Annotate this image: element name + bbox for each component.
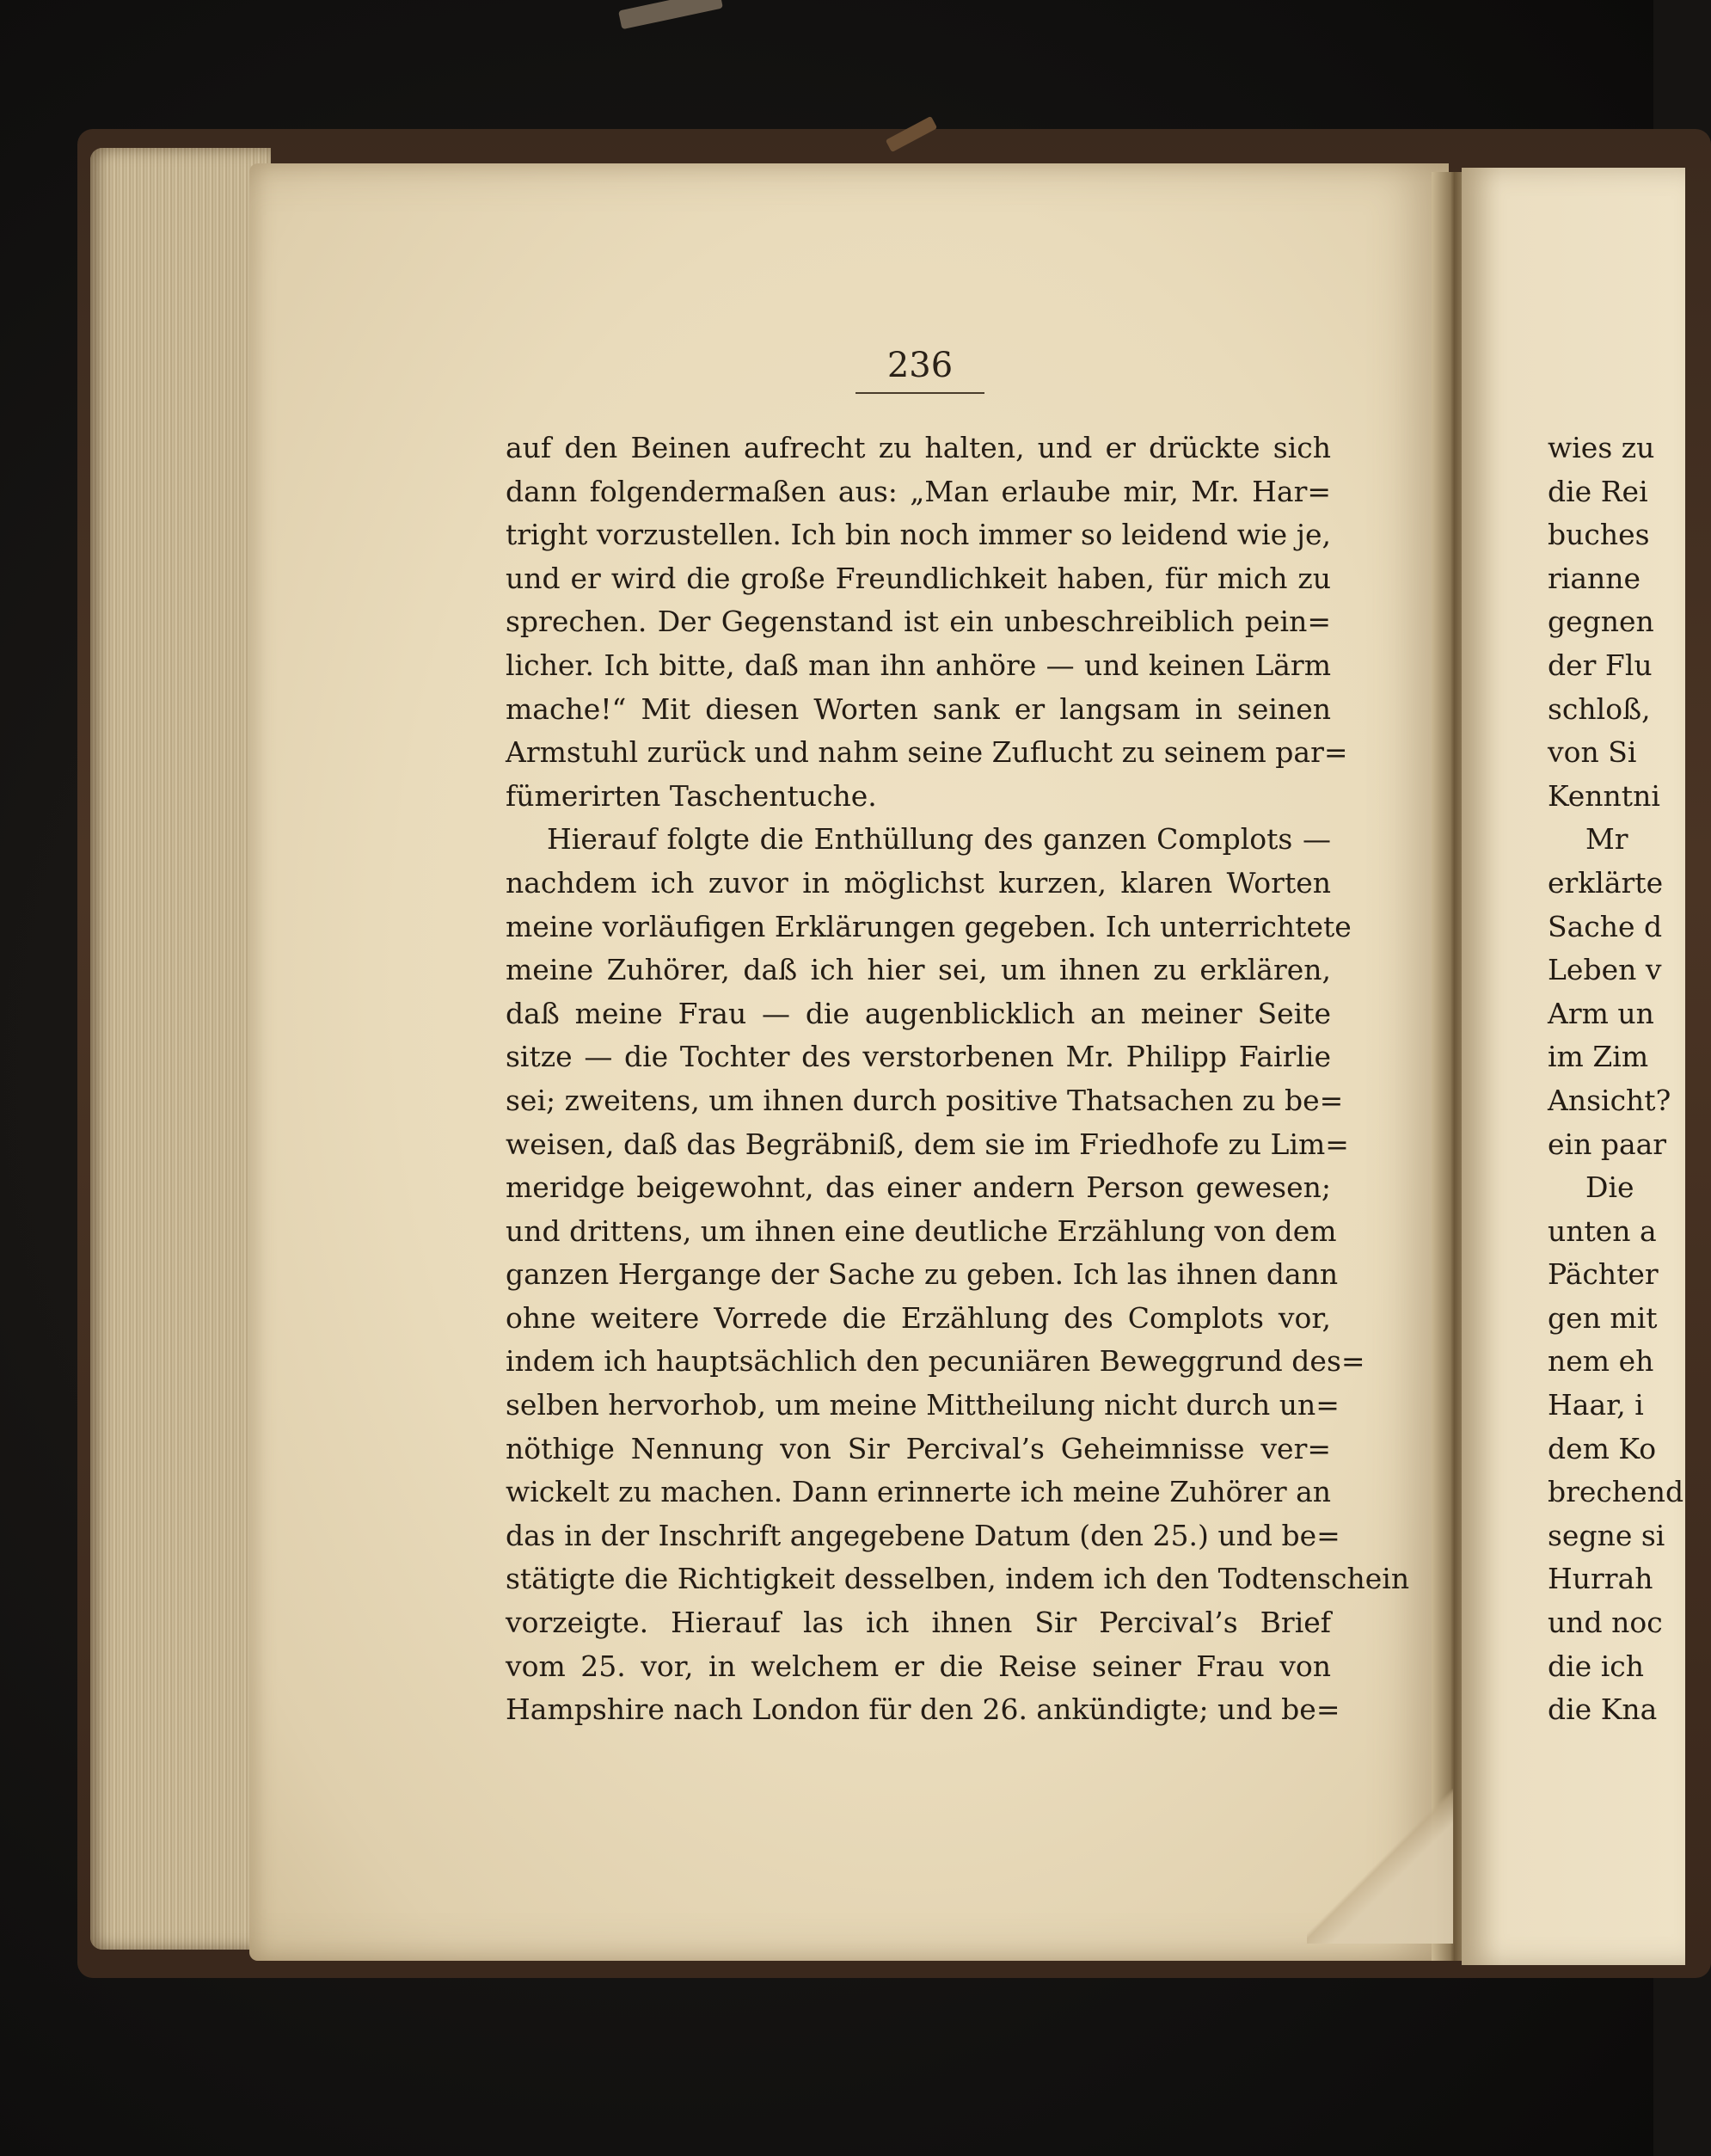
text-line: indem ich hauptsächlich den pecuniären Beweggrund des= [506, 1344, 1365, 1379]
text-line: meridge beigewohnt, das einer andern Person gewesen; [506, 1170, 1331, 1205]
text-line: im Zim [1548, 1040, 1649, 1074]
text-line: Armstuhl zurück und nahm seine Zuflucht zu seinem par= [506, 735, 1348, 770]
text-line: schloß, [1548, 691, 1651, 726]
text-line: fümerirten Taschentuche. [506, 778, 877, 813]
text-line: brechend [1548, 1475, 1684, 1509]
text-line: gen mit [1548, 1300, 1658, 1335]
text-line: nem eh [1548, 1344, 1654, 1379]
text-line: Haar, i [1548, 1388, 1644, 1422]
text-line: unten a [1548, 1213, 1657, 1248]
text-line: mache!“ Mit diesen Worten sank er langsam in seinen [506, 691, 1331, 726]
text-line: rianne [1548, 561, 1641, 595]
text-line: selben hervorhob, um meine Mittheilung nicht durch un= [506, 1388, 1340, 1422]
text-line: erklärte [1548, 865, 1664, 900]
text-line: daß meine Frau — die augenblicklich an meiner Seite [506, 996, 1331, 1030]
text-line: die Kna [1548, 1692, 1658, 1727]
text-line: und er wird die große Freundlichkeit haben, für mich zu [506, 561, 1331, 595]
text-line: die ich [1548, 1649, 1644, 1683]
page-edges [90, 148, 271, 1950]
ribbon-strand [618, 0, 723, 29]
text-line: sei; zweitens, um ihnen durch positive Thatsachen zu be= [506, 1083, 1344, 1117]
text-line: licher. Ich bitte, daß man ihn anhöre — und keinen Lärm [506, 648, 1331, 682]
text-line: der Flu [1548, 648, 1653, 682]
page-number-rule [856, 392, 984, 394]
text-line: meine vorläufigen Erklärungen gegeben. Ich unterrichtete [506, 909, 1352, 943]
text-line: Arm un [1548, 996, 1654, 1030]
paragraph-start-line: Hierauf folgte die Enthüllung des ganzen Complots — [547, 822, 1331, 857]
text-line: Leben v [1548, 953, 1662, 987]
text-line: ohne weitere Vorrede die Erzählung des Complots vor, [506, 1300, 1331, 1335]
text-line: ein paar [1548, 1127, 1667, 1161]
text-line: und drittens, um ihnen eine deutliche Erzählung von dem [506, 1213, 1337, 1248]
text-line: Hurrah [1548, 1562, 1653, 1596]
text-line: Ansicht? [1548, 1083, 1671, 1117]
text-line: auf den Beinen aufrecht zu halten, und er drückte sich [506, 431, 1331, 464]
text-line: wies zu [1548, 431, 1655, 464]
text-line: vom 25. vor, in welchem er die Reise seiner Frau von [506, 1649, 1331, 1683]
text-line: vorzeigte. Hierauf las ich ihnen Sir Percival’s Brief [506, 1606, 1331, 1640]
torn-page-corner [1307, 1789, 1453, 1944]
text-line: und noc [1548, 1606, 1663, 1640]
text-line: weisen, daß das Begräbniß, dem sie im Friedhofe zu Lim= [506, 1127, 1349, 1161]
text-line: die Rei [1548, 474, 1648, 508]
paragraph-start-line: Mr [1585, 822, 1628, 857]
text-line: buches [1548, 518, 1650, 552]
page-number: 236 [886, 346, 954, 385]
text-line: stätigte die Richtigkeit desselben, indem ich den Todtenschein [506, 1562, 1410, 1596]
text-line: Sache d [1548, 909, 1663, 943]
text-line: tright vorzustellen. Ich bin noch immer so leidend wie je, [506, 518, 1331, 552]
text-line: meine Zuhörer, daß ich hier sei, um ihnen zu erklären, [506, 953, 1331, 987]
text-line: das in der Inschrift angegebene Datum (den 25.) und be= [506, 1518, 1340, 1552]
text-line: dann folgendermaßen aus: „Man erlaube mir, Mr. Har= [506, 474, 1331, 508]
text-line: ganzen Hergange der Sache zu geben. Ich las ihnen dann [506, 1257, 1339, 1292]
text-line: Pächter [1548, 1257, 1659, 1292]
left-page-text [506, 427, 1410, 1732]
text-line: von Si [1548, 735, 1637, 770]
text-line: nachdem ich zuvor in möglichst kurzen, klaren Worten [506, 865, 1331, 900]
text-line: sitze — die Tochter des verstorbenen Mr. Philipp Fairlie [506, 1040, 1331, 1074]
text-line: wickelt zu machen. Dann erinnerte ich meine Zuhörer an [506, 1475, 1332, 1509]
text-line: segne si [1548, 1518, 1665, 1552]
right-page-text [1548, 427, 1684, 1732]
text-line: gegnen [1548, 605, 1654, 639]
text-line: Hampshire nach London für den 26. ankündigte; und be= [506, 1692, 1340, 1727]
text-line: sprechen. Der Gegenstand ist ein unbeschreiblich pein= [506, 605, 1331, 639]
text-line: dem Ko [1548, 1431, 1657, 1465]
text-line: nöthige Nennung von Sir Percival’s Geheimnisse ver= [506, 1431, 1331, 1465]
text-line: Kenntni [1548, 778, 1660, 813]
paragraph-start-line: Die [1585, 1170, 1634, 1205]
